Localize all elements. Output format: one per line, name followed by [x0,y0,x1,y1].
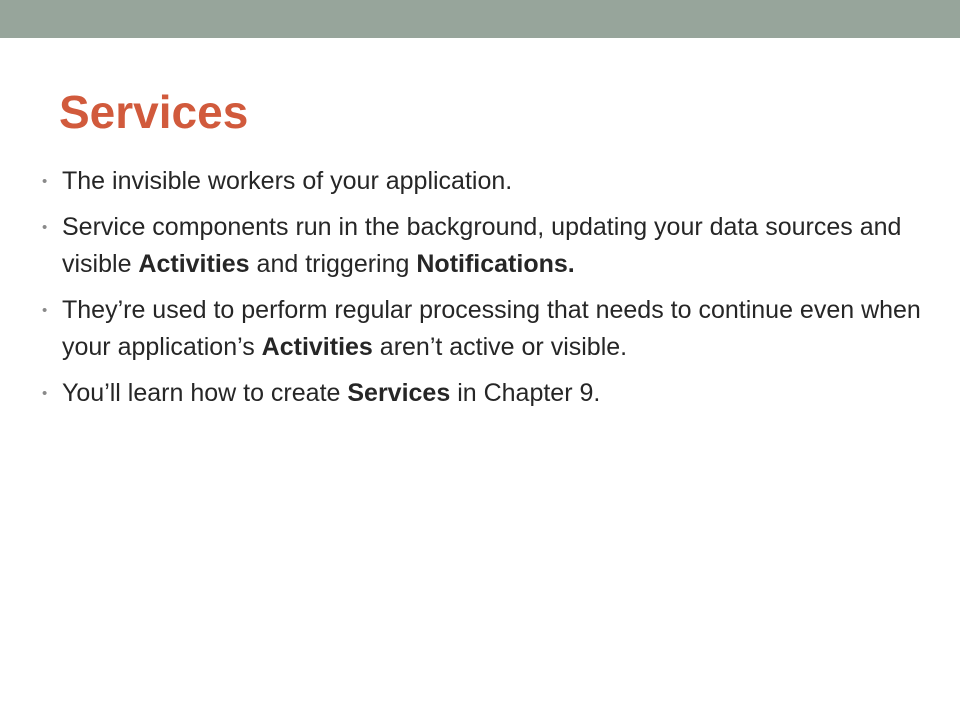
bullet-bold-term: Activities [138,250,250,278]
bullet-dot-icon: • [42,219,48,236]
bullet-text-segment: and triggering [249,250,417,278]
top-accent-bar [0,0,960,38]
bullet-text-segment: You’ll learn how to create [62,379,348,407]
bullet-bold-term: Activities [261,333,373,361]
bullet-text-segment: in Chapter 9. [450,379,601,407]
bullet-bold-term: Notifications. [416,250,575,278]
bullet-text-segment: aren’t active or visible. [372,333,628,361]
bullet-bold-term: Services [347,379,451,407]
bullet-text-segment: They’re used to perform regular processing that needs to continue even when your application’s [62,296,921,361]
bullet-text-segment: Service components run in the background, updating your data sources and visible [62,213,902,278]
bullet-dot-icon: • [42,385,48,402]
bullet-list [42,163,922,421]
bullet-item [42,292,922,366]
bullet-item [42,375,922,412]
bullet-dot-icon: • [42,302,48,319]
bullet-item [42,163,922,200]
bullet-item [42,209,922,283]
bullet-text-segment: The invisible workers of your application. [62,167,513,195]
bullet-dot-icon: • [42,173,48,190]
slide-title: Services [59,86,249,138]
